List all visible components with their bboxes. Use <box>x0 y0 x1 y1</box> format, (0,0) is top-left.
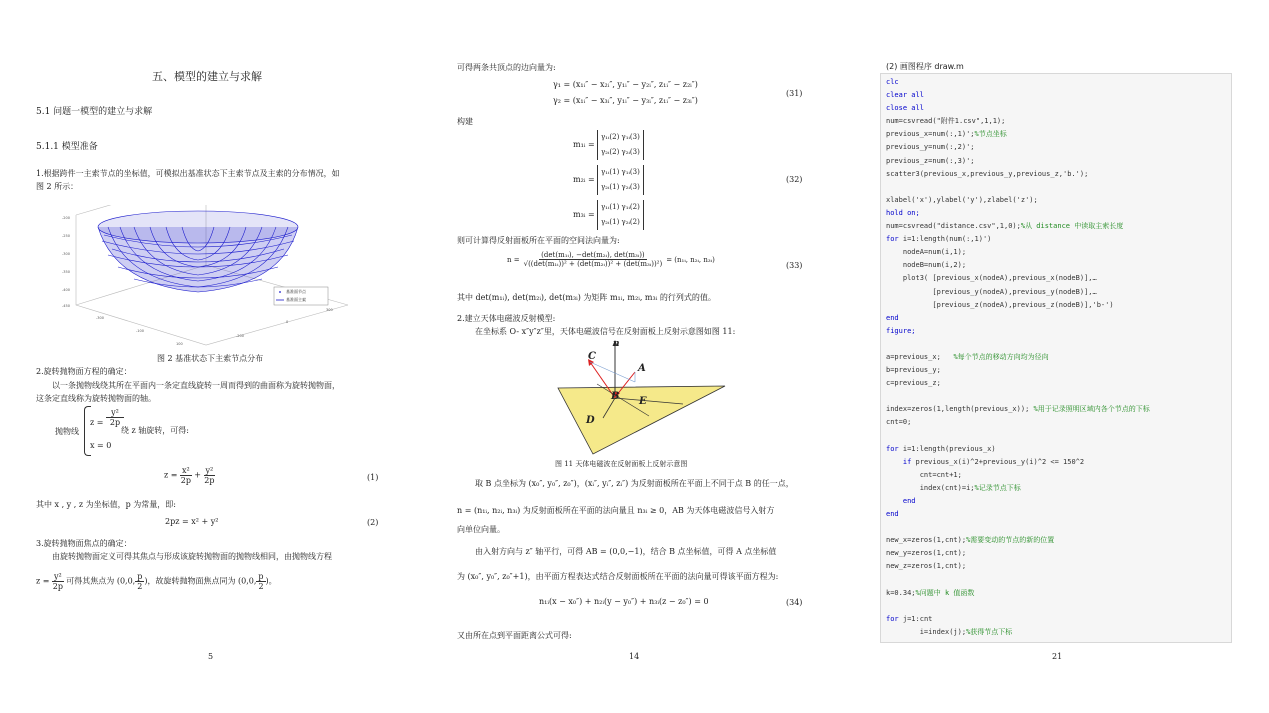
equation: y² 2p <box>106 408 124 427</box>
code-line <box>886 338 1231 351</box>
paragraph: 在坐标系 O- x″y″z″里，天体电磁波信号在反射面板上反射示意图如图 11: <box>475 327 736 336</box>
code-line: for i=1:length(num(:,1)') <box>886 235 992 244</box>
code-section-title: (2) 画图程序 draw.m <box>886 62 964 71</box>
equation-2: 2pz = x² + y² <box>165 517 219 526</box>
figure-label-A: A <box>638 363 646 374</box>
code-line: for j=1:cnt <box>886 614 933 623</box>
equation-1: z = $\frac{\text{x²}}{2p}$ + $\frac{\text{y²}}{2p}$ <box>164 466 215 485</box>
code-line: end <box>886 510 899 519</box>
equation-number: (2) <box>367 518 379 527</box>
code-line <box>886 430 1231 443</box>
svg-text:0: 0 <box>286 320 289 324</box>
page-number: 5 <box>208 652 214 661</box>
equation-34: n₁ᵢ(x − x₀″) + n₂ᵢ(y − y₀″) + n₃ᵢ(z − z₀″) = 0 <box>539 597 709 606</box>
code-line: index=zeros(1,length(previous_x)); %用于记录照明区域内各个节点的下标 <box>886 405 1150 414</box>
equation: γ₂ = (x₁ᵢ″ − x₃ᵢ″, y₁ᵢ″ − y₃ᵢ″, z₁ᵢ″ − z₃ᵢ″) <box>553 96 698 105</box>
svg-text:300: 300 <box>326 308 333 312</box>
parabola-label: 抛物线 <box>55 427 79 436</box>
code-line: k=0.34;%问题中 k 值函数 <box>886 588 975 597</box>
code-line: previous_x=num(:,1)';%节点坐标 <box>886 130 1007 139</box>
heading: 2.旋转抛物面方程的确定： <box>36 367 132 376</box>
code-line: figure; <box>886 326 916 335</box>
code-line <box>886 521 1231 534</box>
matrix-m1: γ₁ᵢ(2) γ₁ᵢ(3) γ₂ᵢ(2) γ₂ᵢ(3) <box>597 130 644 160</box>
paragraph: 其中 det(m₁ᵢ), det(m₂ᵢ), det(m₃ᵢ) 为矩阵 m₁ᵢ, m₂ᵢ, m₃ᵢ 的行列式的值。 <box>457 293 716 302</box>
paragraph: 1.根据跨件一主索节点的坐标值，可模拟出基准状态下主索节点及主索的分布情况，如 <box>36 169 340 178</box>
code-line: c=previous_z; <box>886 379 941 388</box>
svg-text:100: 100 <box>176 342 183 346</box>
equation-number: (31) <box>786 89 803 98</box>
svg-text:-250: -250 <box>62 234 70 238</box>
code-line <box>886 600 1231 613</box>
subsection-title: 5.1 问题一模型的建立与求解 <box>36 107 153 117</box>
equation: 绕 z 轴旋转，可得: <box>121 426 189 435</box>
normal-vector-equation: n = $\frac{\text{(det(m₁ᵢ), −det(m₂ᵢ), det(m₃ᵢ))}}{\text{√((det(m₁ᵢ))² + (det(m₂ᵢ))² + (det(m₃ᵢ))²)}}$ = (n₁ᵢ, n₂ᵢ, n₃ᵢ) <box>507 251 715 268</box>
code-line: a=previous_x; %每个节点的移动方向均为径向 <box>886 352 1049 361</box>
figure-label-D: D <box>586 415 595 426</box>
svg-text:-200: -200 <box>62 216 70 220</box>
paragraph: 由入射方向与 z″ 轴平行，可得 AB = (0,0,−1)，结合 B 点坐标值，可得 A 点坐标值 <box>475 547 777 556</box>
svg-text:-300: -300 <box>62 252 70 256</box>
code-line: plot3( [previous_x(nodeA),previous_x(nodeB)],… <box>886 274 1097 283</box>
code-line: clc <box>886 78 899 86</box>
page-number: 21 <box>1052 652 1063 661</box>
svg-text:-400: -400 <box>62 288 70 292</box>
figure-label-B: B <box>611 391 620 402</box>
code-line: end <box>886 497 916 505</box>
matrix-m1-label: m₁ᵢ = <box>573 140 595 149</box>
code-line: close all <box>886 104 924 113</box>
heading: 2.建立天体电磁波反射模型: <box>457 314 556 323</box>
svg-text:-300: -300 <box>96 316 104 320</box>
paragraph: 其中 x , y , z 为坐标值，p 为常量，即: <box>36 500 176 509</box>
svg-text:-200: -200 <box>236 334 244 338</box>
paragraph: 向单位向量。 <box>457 525 505 534</box>
code-line: end <box>886 313 899 322</box>
paragraph: 取 B 点坐标为 (x₀″, y₀″, z₀″)，(xᵢ″, yᵢ″, zᵢ″) 为反射面板所在平面上不同于点 B 的任一点， <box>475 479 794 488</box>
code-listing <box>880 73 1232 643</box>
matrix-m2: γ₁ᵢ(1) γ₁ᵢ(3) γ₂ᵢ(1) γ₂ᵢ(3) <box>597 165 644 195</box>
code-line: previous_y=num(:,2)'; <box>886 143 975 152</box>
code-line: new_z=zeros(1,cnt); <box>886 562 967 571</box>
code-line: i=index(j);%获得节点下标 <box>886 627 1013 636</box>
paragraph: 由旋转抛物面定义可得其焦点与形成该旋转抛物面的抛物线相同，由抛物线方程 <box>52 552 332 561</box>
matrix-m2-label: m₂ᵢ = <box>573 175 595 184</box>
page-number: 14 <box>629 652 640 661</box>
code-line <box>886 181 1231 194</box>
code-line: hold on; <box>886 208 920 217</box>
equation: z = <box>90 418 104 427</box>
figure-caption: 图 2 基准状态下主索节点分布 <box>157 354 264 363</box>
code-line: previous_z=num(:,3)'; <box>886 156 975 165</box>
paragraph: 又由所在点到平面距离公式可得: <box>457 631 572 640</box>
paragraph: 以一条抛物线绕其所在平面内一条定直线旋转一周而得到的曲面称为旋转抛物面， <box>52 381 340 390</box>
paragraph: 则可计算得反射面板所在平面的空间法向量为: <box>457 236 620 245</box>
page-5 <box>0 0 423 713</box>
svg-text:-100: -100 <box>136 329 144 333</box>
legend-label: 基准面节点 <box>286 289 306 294</box>
paragraph: z = $\frac{\text{y²}}{2p}$ 可得其焦点为 (0,0, $\frac{p}{2}$ )，故旋转抛物面焦点同为 (0,0, $\frac{p}{2}$ )。 <box>36 572 277 591</box>
code-line: if previous_x(i)^2+previous_y(i)^2 <= 150^2 <box>902 457 1085 466</box>
subsubsection-title: 5.1.1 模型准备 <box>36 142 98 152</box>
figure-label-E: E <box>639 396 647 407</box>
code-line <box>886 390 1231 403</box>
code-line: num=csvread("附件1.csv",1,1); <box>886 117 1006 126</box>
code-line: num=csvread("distance.csv",1,0);%从 distance 中读取主索长度 <box>886 222 1124 231</box>
code-line: clear all <box>886 91 924 100</box>
code-line: b=previous_y; <box>886 366 941 375</box>
paragraph: 这条定直线称为旋转抛物面的轴。 <box>36 394 156 403</box>
code-line <box>886 574 1231 587</box>
code-line: cnt=0; <box>886 418 912 427</box>
paragraph: 可得两条共顶点的边向量为: <box>457 63 556 72</box>
figure-caption: 图 11 天体电磁波在反射面板上反射示意图 <box>555 460 688 468</box>
matrix-m3-label: m₃ᵢ = <box>573 210 595 219</box>
paragraph: 为 (x₀″, y₀″, z₀″+1)，由平面方程表达式结合反射面板所在平面的法向量可得该平面方程为: <box>457 572 779 581</box>
heading: 3.旋转抛物面焦点的确定： <box>36 539 132 548</box>
paraboloid-figure <box>56 205 368 350</box>
page-14 <box>423 0 846 713</box>
figure-label-C: C <box>588 351 596 362</box>
code-line: cnt=cnt+1; <box>886 470 962 479</box>
paragraph: 图 2 所示： <box>36 182 79 191</box>
code-line: nodeB=num(i,2); <box>886 261 967 270</box>
section-title: 五、模型的建立与求解 <box>152 70 262 83</box>
equation-number: (34) <box>786 598 803 607</box>
equation: x = 0 <box>90 441 112 450</box>
code-line: [previous_z(nodeA),previous_z(nodeB)],'b-') <box>886 300 1114 309</box>
legend-label: 基准面主索 <box>286 297 306 302</box>
equation: γ₁ = (x₁ᵢ″ − x₂ᵢ″, y₁ᵢ″ − y₂ᵢ″, z₁ᵢ″ − z₂ᵢ″) <box>553 80 698 89</box>
equation-number: (1) <box>367 473 379 482</box>
code-line: new_x=zeros(1,cnt);%需要变动的节点的新的位置 <box>886 536 1055 545</box>
code-line: for i=1:length(previous_x) <box>886 444 996 453</box>
equation-number: (32) <box>786 175 803 184</box>
code-line: [previous_y(nodeA),previous_y(nodeB)],… <box>886 287 1097 296</box>
paragraph: n = (n₁ᵢ, n₂ᵢ, n₃ᵢ) 为反射面板所在平面的法向量且 n₃ᵢ ≥ 0，AB 为天体电磁波信号入射方 <box>457 506 775 515</box>
code-line: xlabel('x'),ylabel('y'),zlabel('z'); <box>886 195 1038 204</box>
code-line: new_y=zeros(1,cnt); <box>886 549 967 558</box>
code-line: nodeA=num(i,1); <box>886 248 967 257</box>
code-line: index(cnt)=i;%记录节点下标 <box>886 483 1021 492</box>
matrix-m3: γ₁ᵢ(1) γ₁ᵢ(2) γ₂ᵢ(1) γ₂ᵢ(2) <box>597 200 644 230</box>
svg-text:-350: -350 <box>62 270 70 274</box>
svg-text:-450: -450 <box>62 304 70 308</box>
figure-label-n: n <box>613 339 620 349</box>
code-line: scatter3(previous_x,previous_y,previous_z,'b.'); <box>886 169 1089 178</box>
paragraph: 构建 <box>457 117 473 126</box>
equation-number: (33) <box>786 261 803 270</box>
